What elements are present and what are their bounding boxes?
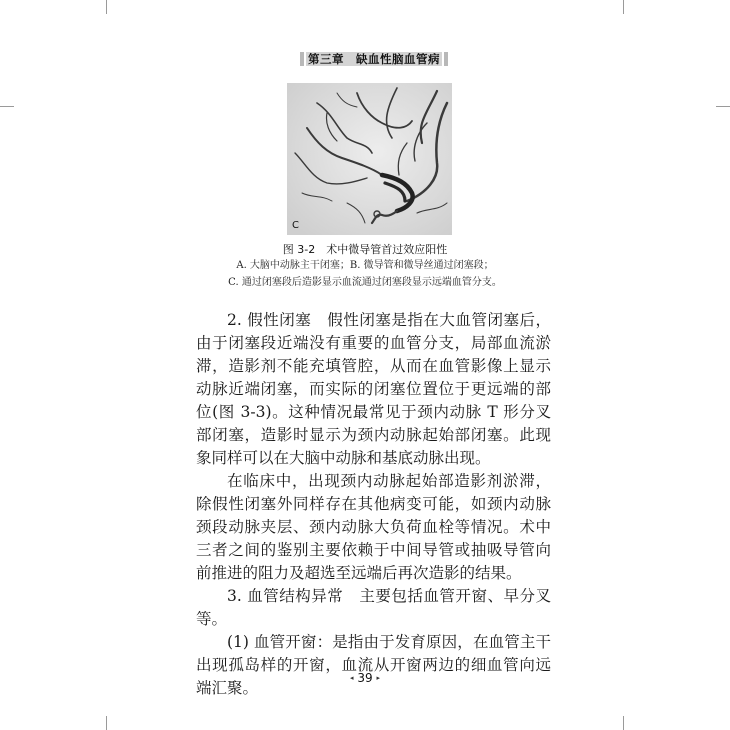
paragraph-fenestration: (1) 血管开窗：是指由于发育原因，在血管主干出现孤岛样的开窗，血流从开窗两边的细血管向远端汇聚。 <box>196 633 551 697</box>
crop-mark-top-left <box>106 0 107 14</box>
page-number <box>340 671 390 685</box>
figure-caption: 图 3-2 术中微导管首过效应阳性 <box>282 243 448 256</box>
crop-mark-right-top <box>716 106 730 107</box>
crop-mark-bottom-left <box>106 716 107 730</box>
caption-line-1: A. 大脑中动脉主干闭塞；B. 微导管和微导丝通过闭塞段； <box>236 260 494 271</box>
header-bar-left <box>300 52 304 66</box>
page-number-value: 39 <box>357 671 373 685</box>
paragraph-structural-anomaly: 3. 血管结构异常 主要包括血管开窗、早分叉等。 <box>196 587 551 628</box>
panel-letter: C <box>292 220 299 231</box>
chapter-header <box>300 51 448 67</box>
paragraph-clinical: 在临床中，出现颈内动脉起始部造影剂淤滞，除假性闭塞外同样存在其他病变可能，如颈内动脉颈段动脉夹层、颈内动脉大负荷血栓等情况。术中三者之间的鉴别主要依赖于中间导管或抽吸导管向前推进的阻力及超选至远端后再次造影的结果。 <box>196 472 551 582</box>
page-right-arrow-icon: ▸ <box>376 674 380 682</box>
angiogram-image <box>287 83 452 235</box>
angiogram-vessels <box>287 83 452 235</box>
crop-mark-top-right <box>623 0 624 14</box>
page-left-arrow-icon: ◂ <box>350 674 354 682</box>
paragraph-pseudo-occlusion: 2. 假性闭塞 假性闭塞是指在大血管闭塞后，由于闭塞段近端没有重要的血管分支，局部血流淤滞，造影剂不能充填管腔，从而在血管影像上显示动脉近端闭塞，而实际的闭塞位置位于更远端的部位(图 3-3)。这种情况最常见于颈内动脉 T 形分叉部闭塞，造影时显示为颈内动脉起始部闭塞。此现象同样可以在大脑中动脉和基底动脉出现。 <box>196 311 551 467</box>
crop-mark-bottom-right <box>623 716 624 730</box>
body-text <box>196 309 551 700</box>
caption-line-2: C. 通过闭塞段后造影显示血流通过闭塞段显示远端血管分支。 <box>228 277 502 288</box>
chapter-title: 第三章 缺血性脑血管病 <box>308 52 440 66</box>
header-bar-right <box>444 52 448 66</box>
crop-mark-left-top <box>0 106 14 107</box>
